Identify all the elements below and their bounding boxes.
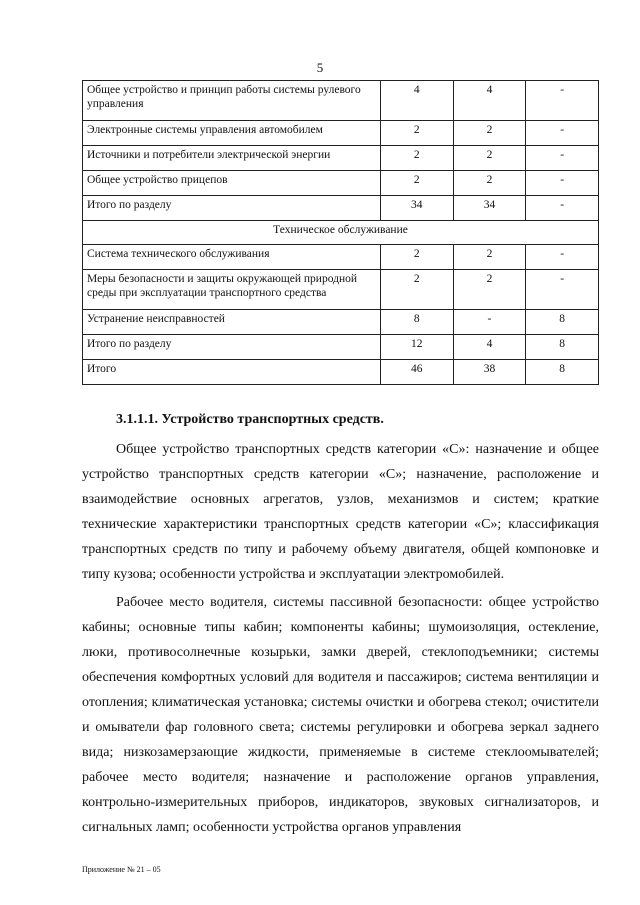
table-row <box>83 270 599 310</box>
row-practice-hours: 8 <box>526 310 599 335</box>
curriculum-table <box>82 80 599 385</box>
table-row <box>83 245 599 270</box>
section-title: Техническое обслуживание <box>83 221 599 245</box>
row-theory-hours: 4 <box>453 81 526 121</box>
table-row <box>83 171 599 196</box>
table-row <box>83 146 599 171</box>
row-theory-hours: 2 <box>453 171 526 196</box>
row-theory-hours: - <box>453 310 526 335</box>
row-total-hours: 8 <box>380 310 453 335</box>
row-name: Меры безопасности и защиты окружающей природной среды при эксплуатации транспортного средства <box>83 270 381 310</box>
table-row-subtotal <box>83 196 599 221</box>
row-practice-hours: - <box>526 196 599 221</box>
table-row <box>83 81 599 121</box>
row-name: Устранение неисправностей <box>83 310 381 335</box>
row-total-hours: 2 <box>380 171 453 196</box>
row-practice-hours: 8 <box>526 335 599 360</box>
row-practice-hours: - <box>526 146 599 171</box>
row-name: Общее устройство и принцип работы системы рулевого управления <box>83 81 381 121</box>
row-practice-hours: - <box>526 171 599 196</box>
row-total-hours: 2 <box>380 146 453 171</box>
table-row <box>83 310 599 335</box>
row-total-hours: 2 <box>380 121 453 146</box>
row-practice-hours: - <box>526 121 599 146</box>
row-name: Общее устройство прицепов <box>83 171 381 196</box>
row-theory-hours: 2 <box>453 146 526 171</box>
table-row <box>83 121 599 146</box>
body-paragraph: Рабочее место водителя, системы пассивной безопасности: общее устройство кабины; основные типы кабин; компоненты кабины; шумоизоляция, остекление, люки, противосолнечные козырьки, замки дверей, стеклоподъемники; системы обеспечения комфортных условий для водителя и пассажиров; система вентиляции и отопления; климатическая установка; системы очистки и обогрева стекол; очистители и омыватели фар головного света; системы регулировки и обогрева зеркал заднего вида; низкозамерзающие жидкости, применяемые в системе стеклоомывателей; рабочее место водителя; назначение и расположение органов управления, контрольно-измерительных приборов, индикаторов, звуковых сигнализаторов, и сигнальных ламп; особенности устройства органов управления <box>82 595 599 835</box>
row-theory-hours: 2 <box>453 270 526 310</box>
table-row-total <box>83 360 599 385</box>
row-total-hours: 4 <box>380 81 453 121</box>
row-practice-hours: - <box>526 81 599 121</box>
row-name: Источники и потребители электрической энергии <box>83 146 381 171</box>
row-total-hours: 12 <box>380 335 453 360</box>
page-footer: Приложение № 21 – 05 <box>82 865 161 874</box>
row-practice-hours: - <box>526 245 599 270</box>
row-total-hours: 34 <box>380 196 453 221</box>
row-theory-hours: 2 <box>453 245 526 270</box>
row-name: Итого <box>83 360 381 385</box>
row-practice-hours: - <box>526 270 599 310</box>
row-total-hours: 46 <box>380 360 453 385</box>
row-theory-hours: 4 <box>453 335 526 360</box>
row-theory-hours: 38 <box>453 360 526 385</box>
row-name: Итого по разделу <box>83 196 381 221</box>
row-total-hours: 2 <box>380 270 453 310</box>
row-total-hours: 2 <box>380 245 453 270</box>
section-heading: 3.1.1.1. Устройство транспортных средств. <box>116 412 384 427</box>
row-name: Система технического обслуживания <box>83 245 381 270</box>
row-practice-hours: 8 <box>526 360 599 385</box>
row-name: Итого по разделу <box>83 335 381 360</box>
table-row-subtotal <box>83 335 599 360</box>
row-theory-hours: 2 <box>453 121 526 146</box>
table-section-row <box>83 221 599 245</box>
body-paragraph: Общее устройство транспортных средств категории «С»: назначение и общее устройство транспортных средств категории «С»; назначение, расположение и взаимодействие основных агрегатов, узлов, механизмов и систем; краткие технические характеристики транспортных средств категории «С»; классификация транспортных средств по типу и рабочему объему двигателя, общей компоновке и типу кузова; особенности устройства и эксплуатации электромобилей. <box>82 442 599 582</box>
row-name: Электронные системы управления автомобилем <box>83 121 381 146</box>
row-theory-hours: 34 <box>453 196 526 221</box>
page-number: 5 <box>316 60 324 75</box>
